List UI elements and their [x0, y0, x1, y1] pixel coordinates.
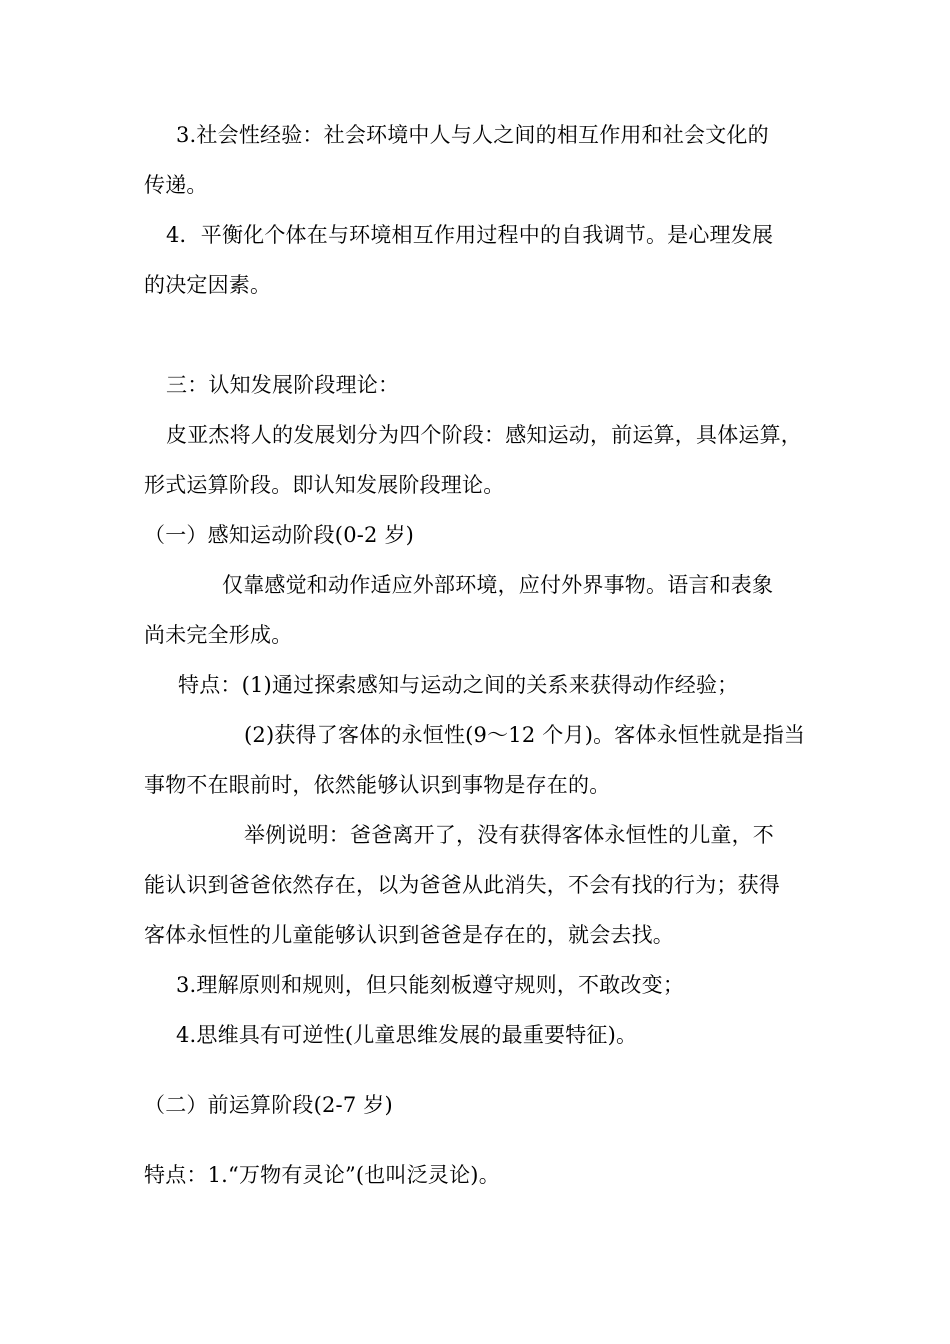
text-line-example: 举例说明：爸爸离开了，没有获得客体永恒性的儿童，不 — [244, 823, 774, 847]
text-line-example-cont-2: 客体永恒性的儿童能够认识到爸爸是存在的，就会去找。 — [144, 923, 674, 947]
text-line-social-experience: 3.社会性经验：社会环境中人与人之间的相互作用和社会文化的 — [176, 123, 769, 147]
text-line-feature-2: (2)获得了客体的永恒性(9～12 个月)。客体永恒性就是指当 — [244, 723, 806, 747]
text-line-feature-2-cont: 事物不在眼前时，依然能够认识到事物是存在的。 — [144, 773, 611, 797]
text-line-animism: 特点：1.“万物有灵论”(也叫泛灵论)。 — [144, 1163, 500, 1187]
text-line-equilibration-cont: 的决定因素。 — [144, 273, 272, 297]
section-heading-stage-theory: 三：认知发展阶段理论： — [166, 373, 400, 397]
text-line-feature-1: 特点：(1)通过探索感知与运动之间的关系来获得动作经验； — [178, 673, 739, 697]
text-line-four-stages-cont: 形式运算阶段。即认知发展阶段理论。 — [144, 473, 505, 497]
text-line-reversibility: 4.思维具有可逆性(儿童思维发展的最重要特征)。 — [176, 1023, 638, 1047]
subheading-sensorimotor-stage: （一）感知运动阶段(0-2 岁) — [144, 523, 415, 547]
text-line-rules: 3.理解原则和规则，但只能刻板遵守规则，不敢改变； — [176, 973, 685, 997]
text-line-example-cont-1: 能认识到爸爸依然存在，以为爸爸从此消失，不会有找的行为；获得 — [144, 873, 780, 897]
text-line-social-experience-cont: 传递。 — [144, 173, 208, 197]
text-line-equilibration: 4．平衡化个体在与环境相互作用过程中的自我调节。是心理发展 — [166, 223, 774, 247]
text-line-sensorimotor-desc: 仅靠感觉和动作适应外部环境，应付外界事物。语言和表象 — [222, 573, 774, 597]
text-line-sensorimotor-desc-cont: 尚未完全形成。 — [144, 623, 293, 647]
subheading-preoperational-stage: （二）前运算阶段(2-7 岁) — [144, 1093, 393, 1117]
text-line-four-stages: 皮亚杰将人的发展划分为四个阶段：感知运动，前运算，具体运算， — [166, 423, 802, 447]
